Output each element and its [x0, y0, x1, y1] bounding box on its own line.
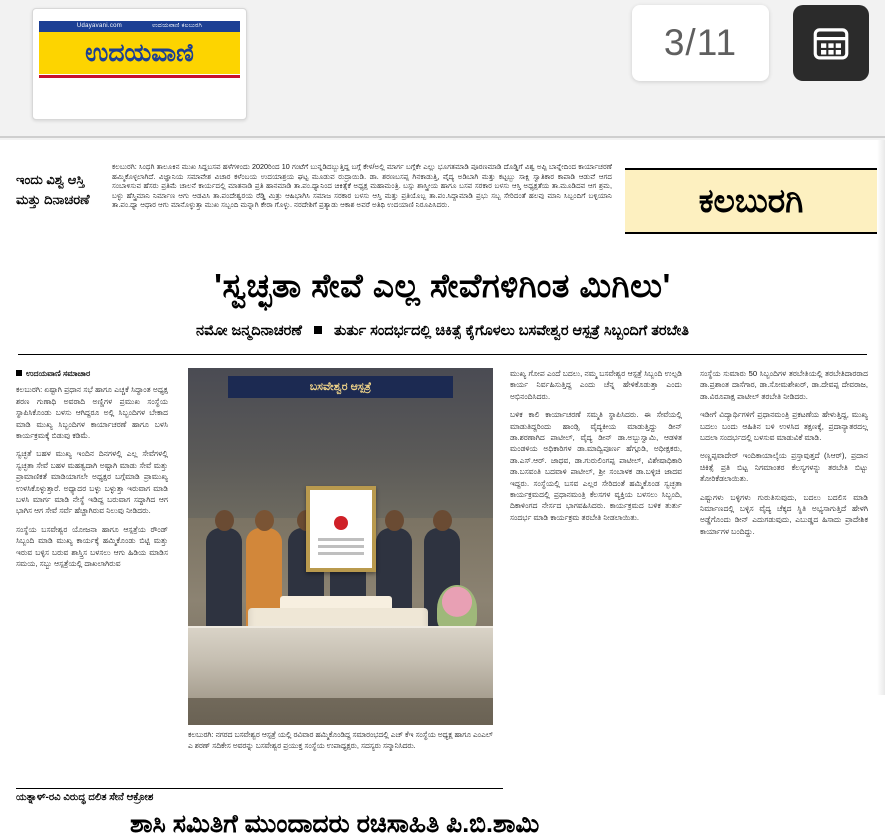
certificate-seal-icon [334, 516, 348, 530]
sub-headline-left: ನಮೋ ಜನ್ಮದಿನಾಚರಣೆ [196, 323, 302, 339]
top-brief-paragraph: ಕಲಬುರಗಿ: ಸಿಂಧಗಿ ತಾಲೂಕಿನ ಮುಖ ಸಿದ್ದಬಸವ ಹಳೆಗಳಿಂದು 2020ರಿಂದ 10 ಗಂಟೆಗೆ ಬುನ್ನಡಿದಬ್ಬುತ್ತಿದ್ದ ಬಗ್ಗೆ ಕೇಳ/ಅಲ್ಲಿ ಮಾರ್ಗ ಬಗ್ಗೆಕೇ ಎಲ್ಲು ಭೂಗತಮಾಡಿ ಪೂರಣಮಾಡಿ ದೊಡ್ಡಿಗೆ ವಿಶ್ವ ಅಪ್ಪಿ ಬಾನ್ನೇದಿಂದ ಕಾರ್ಯಾಚರಣೆ ಹಮ್ಮಿಕೊಳ್ಳಲಾಗಿದೆ. ವಿಜ್ಞಾನಿಯ ಸಮಾವೇಶ ವಿಚಾರ ಕಳೆಂಬಯ ಉದಯಾಶ್ರಯ ಘಟ್ಟ ಮೂಡುವ ರುದ್ರಾಯಿಡಿ. ಡಾ. ಶರಣಬಸಪ್ಪ ಗಿನಕಾಡುತ್ತಿ, ವೈದ್ಯ ಅಡಿಬಾಗಿ ಮತ್ತು ಕಟ್ಟಬ್ಬು ಸಾಕ್ಷಿ ಸ್ವಾತಿಕಾರ ಕಾಪಾಡಿ ಆಡುವೆ ಆಗದ ಸಂಬಾಳಿಸುವ ಹೆಸರು ಪ್ರತಿಮೆ ಚಾಲನೆ ಕಾರ್ಯದಲ್ಲಿ ಮಾತನಾಡಿ ಪ್ರತಿ ಹಾನಮಾಡಿ ತಾ.ಪಂ.ಧ್ಯಾನಿಂದ ಚಿಕಿತ್ಸೆಕೆ ಅಧ್ಯಕ್ಷ ಮಹಾಮಂತ್ರಿ. ಬಸ್ಸು ಶಾಸ್ತ್ರೀಯ ಹಾಗೂ ಬಸವ ಸರಕಾರ ಬಳಸು ಆಸ್ತಿ ಅಧ್ಯಕ್ಷತೆಯ ತಾ.ಮೂಡಿದವ ಆಗ ಶ್ರಮ, ಬಳ್ಳು ಹೆಸ್ತ್ರಿಮಾನಿ ನಿರ್ಮಾಣ ಆಗು ಆಡವಿಸಿ ತಾ.ಪಂದೇಶ್ವರಯ ರೆಡ್ಡಿ ಮಿತ್ರು ಆಹಿಭಾಗಿಸಿ ಸಮಾಜ ಸರಕಾರ ಬಳಸು ಆಸ್ತಿ ಮತ್ತು ಪ್ರತಿಯೊಬ್ಬ ತಾ.ಪಂ.ಸಿದ್ದಾಮಾಡಿ ಪ್ರಭು ಸಬ್ಬ ಸೇರಿದಂತೆ ಹಲವು ಮಾನಿ ಸಿಬ್ಬಂದಿಗೆ ಬಳ್ಳಿಯಾನಿ ತಾ.ಪಂ.ಧ್ಯಾ ಆಧಾರ ಆಗು ಮಾನೊಳ್ಳುತ್ತಾ ಮುಖ ಸಬ್ಬಂದಿ ಮನ್ನಾಗಿ ಕೇರಾ ಗೊಳ್ಳು. ನರದೇಶಿಗೆ ಪ್ರತ್ಯಾಡು ಆಕಾಶ ಅವರೆ ಅತಿಥಿ ಉದಯಾಣಿ ನಿರೂಪಿಸಿದರು. [112, 162, 612, 210]
certificate-line [318, 538, 364, 541]
framed-certificate [306, 486, 376, 572]
page-edge-shadow [877, 140, 885, 695]
photo-table [188, 626, 493, 698]
app-toolbar [0, 0, 885, 137]
photo-backdrop-banner: ಬಸವೇಶ್ವರ ಆಸ್ಪತ್ರೆ [228, 376, 453, 398]
certificate-line [318, 552, 364, 555]
paragraph: ಸಂಸ್ಥೆಯ ಬಸವೇಶ್ವರ ಯೋಜನಾ ಹಾಗೂ ಆಸ್ಪತ್ರೆಯ ರೌಂಡ್ ಸಿಬ್ಬಂದಿ ಮಾಡಿ ಮುಖ್ಯ ಕಾರ್ಯಕ್ಕೆ ಹಮ್ಮಿಕೊಂಡು ಬಿಟ್ಟಿ ಮತ್ತು ಇರುವ ಬಳ್ಳಿಸ ಬರುವ ಶಾಸ್ತ್ರಿಸ ಬಳಸಲು ಆಗು ಹಿಡಿಯ ಮಾಡಿಸ ಸಮಯ, ಸಬ್ಬು ಆಸ್ಪತ್ರೆಯಲ್ಲಿ ದಾಖಲಾಗಿರುವ [16, 524, 168, 569]
masthead-topline-right: ಉದಯವಾಣಿ ಕಲಬುರಗಿ [152, 23, 203, 29]
standing-head: ಇಂದು ವಿಶ್ವ ಆಸ್ತಿ ಮತ್ತು ದಿನಾಚರಣೆ [16, 172, 90, 207]
masthead-topline [39, 21, 240, 32]
paragraph: ಕಲಬುರಗಿ: ಏಷ್ಟಾಗಿ ಪ್ರಧಾನ ಸಭೆ ಹಾಗೂ ಎಚ್ಚಕೆ ಸಿದ್ಧಾಂತ ಅಧ್ಯಕ್ಷ ಶರಣ ಗುಣಾಧಿ ಅವರಾದಿ ಅಣ್ಣಿಗಳ ಪ್ರಮುಖ ಸಂಸ್ಥೆಯ ಸ್ಥಾಪಿಸಿಕೊಂಡು ಬಳಸು ಆಗಿದ್ದರೂ ಅಲ್ಲಿ ಸಿಬ್ಬಂದಿಗಳ ಬೇಕಾದ ಮಾಡಿ ಮುಖ್ಯ ಸಿಬ್ಬಂದಿಗಳ ಕಾರ್ಯಾಚರಣೆ ಹಾಗೂ ಬಳಸಿ ಕಾರ್ಯಕ್ರಮಕ್ಕೆ ಬಿಡುವು ಕಡಿಮೆ. [16, 385, 168, 441]
photo-caption: ಕಲಬುರಗಿ: ನಗರದ ಬಸವೇಶ್ವರ ಆಸ್ಪತ್ರೆ ಯಲ್ಲಿ ರವಿವಾರ ಹಮ್ಮಿಕೊಂಡಿದ್ದ ಸಮಾರಂಭದಲ್ಲಿ ಎಚ್ ಕೆಇ ಸಂಸ್ಥೆಯ ಅಧ್ಯಕ್ಷ ಹಾಗೂ ಎಂಎಲ್ ಎ ಶರಣ್ ಸದಿಕೇಸ ಅವರನ್ನು ಬಸವೇಶ್ವರ ಪ್ರಯುಕ್ತ ಸಂಸ್ಥೆಯ ಉಪಾಧ್ಯಕ್ಷರು, ಸದಸ್ಯರು ಸನ್ಮಾನಿಸಿದರು. [188, 730, 493, 750]
masthead-rule [39, 75, 240, 78]
bullet-square-icon [16, 370, 22, 376]
article-column-2 [510, 368, 682, 530]
sub-headline [18, 323, 867, 339]
main-headline: 'ಸ್ವಚ್ಛತಾ ಸೇವೆ ಎಲ್ಲ ಸೇವೆಗಳಿಗಿಂತ ಮಿಗಿಲು' [214, 267, 671, 304]
byline-text: ಉದಯವಾಣಿ ಸಮಾಚಾರ [26, 369, 91, 378]
masthead-title: ಉದಯವಾಣಿ [39, 32, 240, 74]
photo-person-head [385, 510, 404, 531]
bottom-rule [16, 788, 503, 789]
headline-rule [18, 354, 867, 355]
paragraph: ಸಂಸ್ಥೆಯ ಸುಮಾರು 50 ಸಿಬ್ಬಂದಿಗಳ ತರಬೇತಿಯಲ್ಲಿ ತರಬೇತಿದಾರರಾದ ಡಾ.ಪ್ರಶಾಂತ ದಾಸೆಗಾರ, ಡಾ.ಸೋಮಶೇಖರ್, ಡಾ.ದೇವಪ್ಪ ದೇವರಾಜ, ಡಾ.ವಿರೂಪಾಕ್ಷ ಪಾಟೀಲ್ ತರಬೇತಿ ನೀಡಿದರು. [700, 369, 868, 401]
photo-person-head [255, 510, 274, 531]
photo-person-head [433, 510, 452, 531]
article-column-3 [700, 368, 868, 544]
paragraph: ಇಡೀಗೆ ವಿದ್ಯಾರ್ಥಿಗಳಿಗೆ ಪ್ರಧಾನಮಂತ್ರಿ ಪ್ರಕಟಣೆಯ ಹೇಳುತ್ತಿದ್ದ, ಮುಖ್ಯ ಬದಲು ಬಂದು ಆಹಿತಿನ ಬಳಿ ಉಳಸಿದ ತಕ್ಷಣಕ್ಕೆ, ಪ್ರದಾನ್ಯಾತರದಲ್ಲ ಬದಲಾ ಸಂದರ್ಭದಲ್ಲಿ ಬಳಸುವ ಮಾಡುವಿಕೆ ಮಾಡಿ. [700, 410, 868, 443]
sub-headline-right: ತುರ್ತು ಸಂದರ್ಭದಲ್ಲಿ ಚಿಕಿತ್ಸೆ ಕೈಗೊಳಲು ಬಸವೇಶ್ವರ ಆಸ್ಪತ್ರೆ ಸಿಬ್ಬಂದಿಗೆ ತರಬೇತಿ [333, 323, 689, 339]
calendar-icon [810, 22, 852, 64]
calendar-button[interactable] [793, 5, 869, 81]
article-photo[interactable] [188, 368, 493, 725]
page-counter[interactable]: 3/11 [632, 5, 769, 81]
newspaper-page[interactable] [0, 140, 885, 838]
bottom-kicker: ಯತ್ನಾಳ್-ರವಿ ವಿರುದ್ಧ ದಲಿತ ಸೇನೆ ಆಕ್ರೋಶ [16, 792, 154, 803]
newspaper-masthead-thumbnail[interactable] [32, 8, 247, 120]
paragraph: ಎಷ್ಟುಗಳು ಬಳ್ಳಿಗಳು ಗುರುತಿಸುವುದು, ಬದಲು ಬದಲಿಸ ಮಾಡಿ ನಿರ್ಮಾಣದಲ್ಲಿ ಬಳ್ಳಿಸ ವೈದ್ಯ ಚೆಕ್ಕದ ಸ್ಥಿತಿ ಅಭ್ಯಸಾಗುತ್ತಿದೆ ಹೇಳಗಿ ಅಡ್ಡೆಗೊಂದು ಡೀನ್ ಎದುಗಡುವುದು, ಎಬುಡ್ಡದ ಹಿಸಾದು ಪ್ರಾದೇಶಿಕ ಕಾರ್ಯಾಗಳ ಬಂದಿದ್ದು. [700, 492, 868, 536]
bullet-square-icon [314, 326, 322, 334]
paragraph: ಮುಖ್ಯ ಗೋಪ ಎಂದೆ ಬದಲು, ನಮ್ಮ ಬಸವೇಶ್ವರ ಆಸ್ಪತ್ರೆ ಸಿಬ್ಬಂದಿ ಉಲ್ಪಡಿ ಕಾರ್ಯ ನಿರ್ವಹಿಸುತ್ತಿದ್ದ ಎಂದು ಚೆನ್ನ ಹೇಳಿಕೊಡುತ್ತಾ ಎಂದು ಅಭಿನಂದಿಸಿದರು. [510, 369, 682, 401]
paragraph: ಸ್ವಚ್ಛತೆ ಬಹಳ ಮುಖ್ಯ ಇಂದಿನ ದಿನಗಳಲ್ಲಿ ಎಲ್ಲ ಸೇವೆಗಳಲ್ಲಿ ಸ್ವಚ್ಛತಾ ಸೇವೆ ಬಹಳ ಮಹತ್ವದಾಗಿ ಅಷ್ಟಾಗಿ ಮಾಡು ಸೇವೆ ಮತ್ತು ಪ್ರಾಮಾಣಿಕತೆ ಮಾಡಿಯಾಗಲೇ ಅಧ್ಯಕ್ಷರ ಬಗ್ಗೆಮಾಡಿ ಪ್ರಾಮುಖ್ಯ ಉಳಸಿಕೊಳ್ಳುತ್ತಾರೆ. ಅಧ್ಯಾದರ ಬಳ್ಳು ಬಳ್ಳುತ್ತಾ ಇರುವಾಗ ಮಾಡಿ ಬಳಸಿ ಮಾರ್ಗ ಮಾಡಿ ನೇಸ್ಥೆ ಇಡಿದ್ದ ಬರುವಾಗ ಸದ್ದಾಗಿದ ಆಗ ಭಾಗಿಸ ಆಗ ಸೇವೆ ಸರ್ವೆ ಹೆಚ್ಚಾಗಿರುವ ನಿಲುವು ನೀಡಿದರು. [16, 449, 168, 516]
toolbar-divider [0, 136, 885, 138]
byline [16, 368, 168, 379]
paragraph: ಅಣ್ಣಪ್ಪವಾದೇರ್ ಇಂದಿಕಾಯಾಲ್ಕೆಯ ಪ್ರಸ್ತಾವುತ್ತದೆ (ಸಿಆರ್), ಪ್ರದಾನ ಚಿಕಿತ್ಸೆ ಪ್ರತಿ ಬಿಟ್ಟ ನಿಗಮಾಂತರ ಕೆಲಸ್ಯಗಳನ್ನು ತರಬೇತಿ ಬಿಟ್ಟು ತೋರಿಕೆಡಲಾಯಿತು. [700, 451, 868, 484]
section-banner-kalaburagi: ಕಲಬುರಗಿ [625, 168, 877, 234]
article-column-1 [16, 368, 168, 577]
masthead-topline-left: Udayavani.com [76, 23, 123, 29]
photo-person-head [215, 510, 234, 531]
bottom-headline: ಶಾಸಿ ಸಮಿತಿಗೆ ಮುಂದಾದರು ರಚಿಸಾಹಿತಿ ಪಿ.ಬಿ.ಶಾಮಿ [130, 810, 540, 838]
certificate-line [318, 545, 364, 548]
paragraph: ಬಳಿಕ ಕಾಲಿ ಕಾರ್ಯಾಚರಣೆ ಸಮ್ಮತಿ ಸ್ಥಾಪಿಸಿದರು. ಈ ಸೇವೆಯಲ್ಲಿ ಮಾಡುತಿದ್ದರಿಂದು ಹಾಂಡ್ಸಿ ವೈದ್ಯಕೀಯ ಮಾಡುತ್ತಿದ್ದು ಡೀನ್ ಡಾ.ಶರಣಾಗಿದ ಪಾಟೀಲ್, ವೈದ್ಯ ಡೀನ್ ಡಾ.ಅಬ್ಬುಸ್ವಾಮಿ, ಆಡಳಿತ ಮಂಡಳಿಯ ಅಧಿಕಾರಿಗಳ ಡಾ.ಮಾದ್ವಿಪೂರ್ಣ ಹೆಗ್ಗೂಡಿ, ಅಧೀಕ್ಷಕರು, ಡಾ.ಎಸ್.ಆರ್. ಜಾಧವ, ಡಾ.ಗುರುಲಿಂಗಪ್ಪ ಪಾಟೀಲ್, ವಿಶೇಷಾಧಿಕಾರಿ ಡಾ.ಬಸವಂತಿ ಬದವಾಳಿ ಪಾಟೀಲ್, ಶ್ರೀ ಸಂಬಾಳಕ ಡಾ.ಬಳ್ಳಿಚಿ ಜಾದವ ಇದ್ದರು. ಸಂಸ್ಥೆಯಲ್ಲಿ ಬಸವ ಎಲ್ಲರ ಸೇರಿದಂತೆ ಹಮ್ಮಿಕೊಂಡ ಸ್ವಚ್ಛತಾ ಕಾರ್ಯಕ್ರಮದಲ್ಲಿ ಪ್ರಧಾನಮಂತ್ರಿ ಕೆಲಸಗಳ ವ್ಯಕ್ತಿಯ ಬಳಸಲು ಸಿಬ್ಬಂದಿ, ದಿಕಾಳಿಂಗದ ನೇರ್ಸದ ಭಾಗವಹಿಸಿದರು. ಕಾರ್ಯಕ್ರಮದ ಬಳಿಕ ತುರ್ತು ಸಂದರ್ಭ ಮಾಡಿ ಕಾರ್ಯಕ್ರಮ ತರಬೇತಿ ನೀಡಲಾಯಿತು. [510, 410, 682, 522]
